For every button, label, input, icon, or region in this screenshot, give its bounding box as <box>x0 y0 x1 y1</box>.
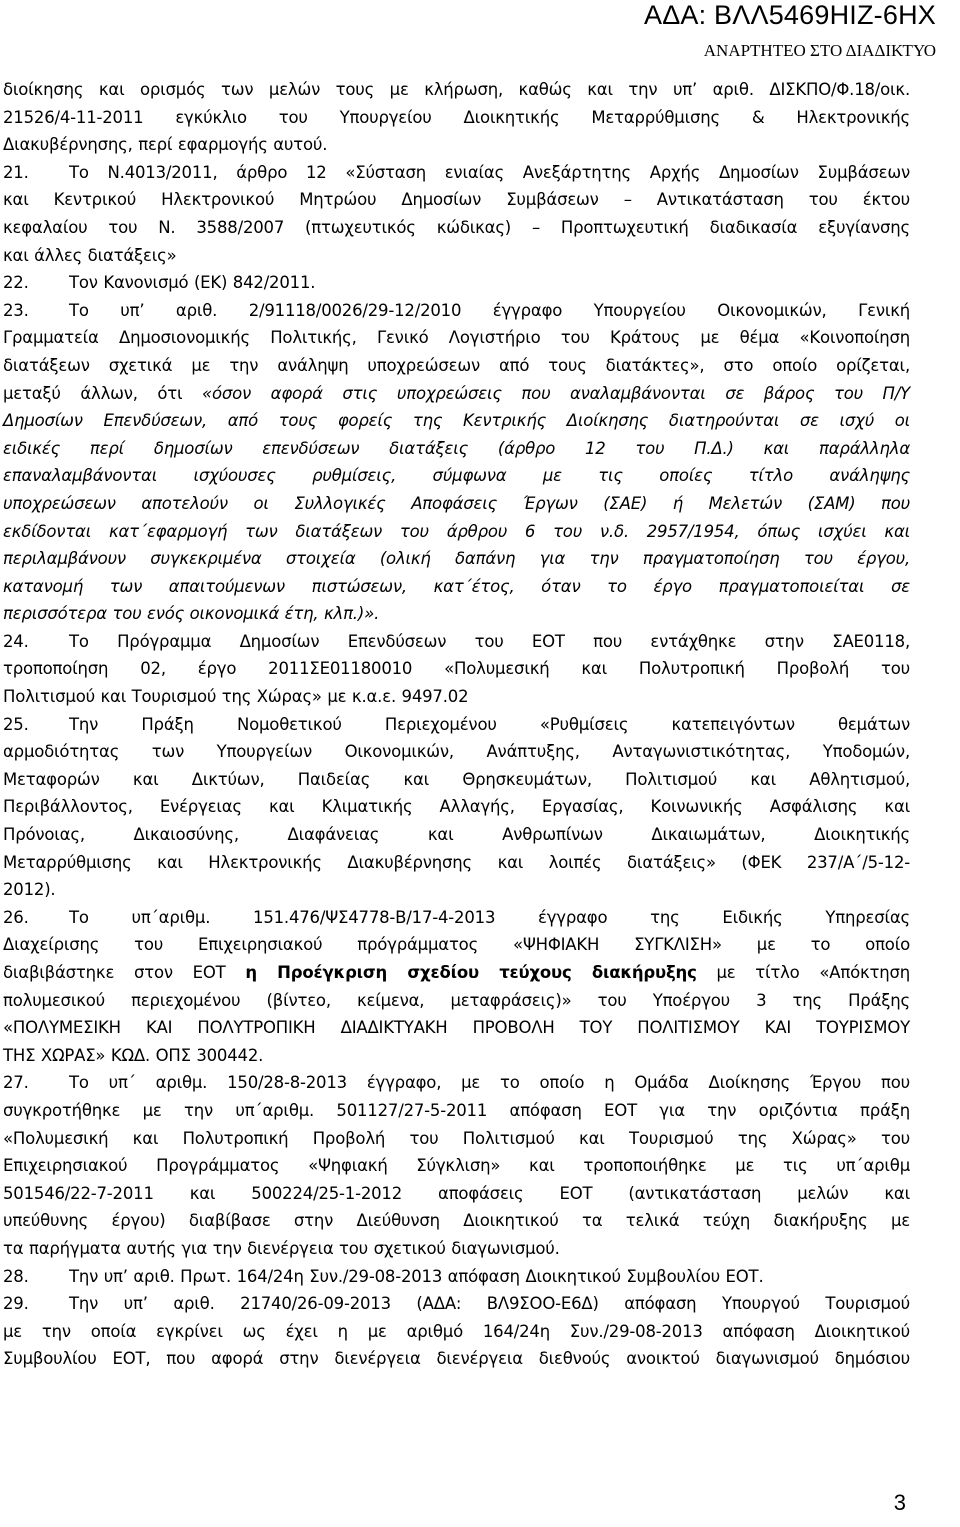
list-item-28 <box>3 1263 910 1291</box>
text-line: Το υπ΄ αριθμ. 150/28-8-2013 έγγραφο, με το οποίο η Ομάδα Διοίκησης Έργου που <box>69 1073 910 1093</box>
list-item-27 <box>3 1069 910 1097</box>
document-body <box>3 76 910 1373</box>
list-item-29 <box>3 1290 910 1318</box>
item-number: 25. <box>3 714 29 734</box>
text-line: πολυμεσικού περιεχομένου (βίντεο, κείμενα, μεταφράσεις)» του Υποέργου 3 της Πράξης <box>3 990 910 1010</box>
text-line: με την οποία εγκρίνει ως έχει η με αριθμό 164/24η Συν./29-08-2013 απόφαση Διοικητικού <box>3 1321 910 1341</box>
text-line: Την υπ’ αριθ. 21740/26-09-2013 (ΑΔΑ: ΒΛ9ΣΟΟ-Ε6Δ) απόφαση Υπουργού Τουρισμού <box>69 1294 910 1314</box>
text-line: 501546/22-7-2011 και 500224/25-1-2012 αποφάσεις ΕΟΤ (αντικατάσταση μελών και <box>3 1183 910 1203</box>
quote-line <box>3 407 910 435</box>
text-line: Το υπ’ αριθ. 2/91118/0026/29-12/2010 έγγραφο Υπουργείου Οικονομικών, Γενική <box>69 300 910 320</box>
text-line: Την Πράξη Νομοθετικού Περιεχομένου «Ρυθμίσεις κατεπειγόντων θεμάτων <box>69 714 910 734</box>
quote-line <box>3 573 910 601</box>
text-line: Την υπ’ αριθ. Πρωτ. 164/24η Συν./29-08-2013 απόφαση Διοικητικού Συμβουλίου ΕΟΤ. <box>69 1266 764 1286</box>
text-line: Διακυβέρνησης, περί εφαρμογής αυτού. <box>3 135 328 155</box>
text-line: Το υπ΄αριθμ. 151.476/ΨΣ4778-Β/17-4-2013 έγγραφο της Ειδικής Υπηρεσίας <box>69 907 910 927</box>
list-item-26 <box>3 904 910 932</box>
text-line: «ΠΟΛΥΜΕΣΙΚΗ ΚΑΙ ΠΟΛΥΤΡΟΠΙΚΗ ΔΙΑΔΙΚΤΥΑΚΗ ΠΡΟΒΟΛΗ ΤΟΥ ΠΟΛΙΤΙΣΜΟΥ ΚΑΙ ΤΟΥΡΙΣΜΟΥ <box>3 1018 910 1038</box>
item-number: 29. <box>3 1294 29 1314</box>
item-number: 22. <box>3 273 29 293</box>
bold-segment: η Προέγκριση σχεδίου τεύχους διακήρυξης <box>245 963 697 982</box>
quote-text: εκδίδονται κατ΄εφαρμογή των διατάξεων του άρθρου 6 του ν.δ. 2957/1954, όπως ισχύει και <box>3 521 910 541</box>
text-line: ΤΗΣ ΧΩΡΑΣ» ΚΩΔ. ΟΠΣ 300442. <box>3 1045 264 1065</box>
text-line: Το Πρόγραμμα Δημοσίων Επενδύσεων του ΕΟΤ που εντάχθηκε στην ΣΑΕ0118, <box>69 631 910 651</box>
item-number: 27. <box>3 1073 29 1093</box>
quote-text: περισσότερα του ενός οικονομικά έτη, κλπ.)». <box>3 604 380 624</box>
item-number: 28. <box>3 1266 29 1286</box>
page-number: 3 <box>893 1490 906 1515</box>
text-line: υπεύθυνης έργου) διαβίβασε στην Διεύθυνση Διοικητικού τα τελικά τεύχη διακήρυξης με <box>3 1211 910 1231</box>
quote-line <box>3 435 910 463</box>
text-line: 2012). <box>3 880 56 900</box>
quote-text: επαναλαμβάνονται ισχύουσες ρυθμίσεις, σύμφωνα με τις οποίες τίτλο ανάληψης <box>3 466 910 486</box>
text-line: διατάξεων σχετικά με την ανάληψη υποχρεώσεων από τους διατάκτες», στο οποίο ορίζεται, <box>3 355 910 375</box>
item-number: 26. <box>3 907 29 927</box>
text-line: Συμβουλίου ΕΟΤ, που αφορά στην διενέργεια διενέργεια διεθνούς ανοικτού διαγωνισμού δημόσιου <box>3 1349 910 1369</box>
quote-text: υποχρεώσεων αποτελούν οι Συλλογικές Αποφάσεις Έργων (ΣΑΕ) ή Μελετών (ΣΑΜ) που <box>3 493 910 513</box>
text-line: Διαχείρισης του Επιχειρησιακού πρόγράμματος «ΨΗΦΙΑΚΗ ΣΥΓΚΛΙΣΗ» με το οποίο <box>3 935 910 955</box>
text-line: Περιβάλλοντος, Ενέργειας και Κλιματικής Αλλαγής, Εργασίας, Κοινωνικής Ασφάλισης και <box>3 797 910 817</box>
list-item-23 <box>3 297 910 325</box>
quote-segment: «όσον αφορά στις υποχρεώσεις που αναλαμβάνονται σε βάρος του Π/Υ <box>202 383 911 403</box>
text-line: «Πολυμεσική και Πολυτροπική Προβολή του Πολιτισμού και Τουρισμού της Χώρας» του <box>3 1128 910 1148</box>
text-line: Τον Κανονισμό (ΕΚ) 842/2011. <box>69 273 316 293</box>
text-line: Γραμματεία Δημοσιονομικής Πολιτικής, Γενικό Λογιστήριο του Κράτους με θέμα «Κοινοποίηση <box>3 328 910 348</box>
text-line: τροποποίηση 02, έργο 2011ΣΕ01180010 «Πολυμεσική και Πολυτροπική Προβολή του <box>3 659 910 679</box>
publish-notice: ΑΝΑΡΤΗΤΕΟ ΣΤΟ ΔΙΑΔΙΚΤΥΟ <box>703 41 936 60</box>
text-segment: μεταξύ άλλων, ότι <box>3 383 203 403</box>
list-item-21 <box>3 159 910 187</box>
item-number: 24. <box>3 631 29 651</box>
text-line: συγκροτήθηκε με την υπ΄αριθμ. 501127/27-5-2011 απόφαση ΕΟΤ για την οριζόντια πράξη <box>3 1100 910 1120</box>
list-item-22 <box>3 269 910 297</box>
text-line: Πολιτισμού και Τουρισμού της Χώρας» με κ.α.ε. 9497.02 <box>3 687 469 707</box>
ada-code: ΑΔΑ: ΒΛΛ5469ΗΙΖ-6ΗΧ <box>643 0 936 30</box>
text-line-mixed <box>3 959 910 987</box>
quote-text: Δημοσίων Επενδύσεων, από τους φορείς της Κεντρικής Διοίκησης διατηρούνται σε ισχύ οι <box>3 411 910 431</box>
text-line-mixed <box>3 380 910 408</box>
quote-line <box>3 462 910 490</box>
text-segment: με τίτλο «Απόκτηση <box>696 963 910 982</box>
text-line: και άλλες διατάξεις» <box>3 245 177 265</box>
item-number: 21. <box>3 162 29 182</box>
quote-text: περιλαμβάνουν συγκεκριμένα στοιχεία (ολική δαπάνη για την πραγματοποίηση του έργου, <box>3 549 910 569</box>
list-item-25 <box>3 711 910 739</box>
text-line: αρμοδιότητας των Υπουργείων Οικονομικών, Ανάπτυξης, Ανταγωνιστικότητας, Υποδομών, <box>3 742 910 762</box>
item-number: 23. <box>3 300 29 320</box>
text-line: Μεταρρύθμισης και Ηλεκτρονικής Διακυβέρνησης και λοιπές διατάξεις» (ΦΕΚ 237/Α΄/5-12- <box>3 852 910 872</box>
text-line: και Κεντρικού Ηλεκτρονικού Μητρώου Δημοσίων Συμβάσεων – Αντικατάσταση του έκτου <box>3 190 910 210</box>
text-line: κεφαλαίου του Ν. 3588/2007 (πτωχευτικός κώδικας) – Προπτωχευτική διαδικασία εξυγίανσης <box>3 217 910 237</box>
quote-line <box>3 545 910 573</box>
list-item-24 <box>3 628 910 656</box>
text-line: Μεταφορών και Δικτύων, Παιδείας και Θρησκευμάτων, Πολιτισμού και Αθλητισμού, <box>3 769 910 789</box>
text-segment: διαβιβάστηκε στον ΕΟΤ <box>3 963 246 982</box>
text-line: 21526/4-11-2011 εγκύκλιο του Υπουργείου Διοικητικής Μεταρρύθμισης & Ηλεκτρονικής <box>3 107 910 127</box>
quote-line <box>3 518 910 546</box>
text-line: Επιχειρησιακού Προγράμματος «Ψηφιακή Σύγκλιση» και τροποποιήθηκε με τις υπ΄αριθμ <box>3 1156 910 1176</box>
quote-text: ειδικές περί δημοσίων επενδύσεων διατάξεις (άρθρο 12 του Π.Δ.) και παράλληλα <box>3 438 910 458</box>
text-line: Το Ν.4013/2011, άρθρο 12 «Σύσταση ενιαίας Ανεξάρτητης Αρχής Δημοσίων Συμβάσεων <box>69 162 910 182</box>
quote-line <box>3 600 910 628</box>
text-line: Πρόνοιας, Δικαιοσύνης, Διαφάνειας και Ανθρωπίνων Δικαιωμάτων, Διοικητικής <box>3 825 910 845</box>
text-line: διοίκησης και ορισμός των μελών τους με κλήρωση, καθώς και την υπ’ αριθ. ΔΙΣΚΠΟ/Φ.18/οικ. <box>3 80 910 99</box>
quote-line <box>3 490 910 518</box>
text-line: τα παρήγματα αυτής για την διενέργεια του σχετικού διαγωνισμού. <box>3 1238 560 1258</box>
quote-text: κατανομή των απαιτούμενων πιστώσεων, κατ΄έτος, όταν το έργο πραγματοποιείται σε <box>3 576 910 596</box>
